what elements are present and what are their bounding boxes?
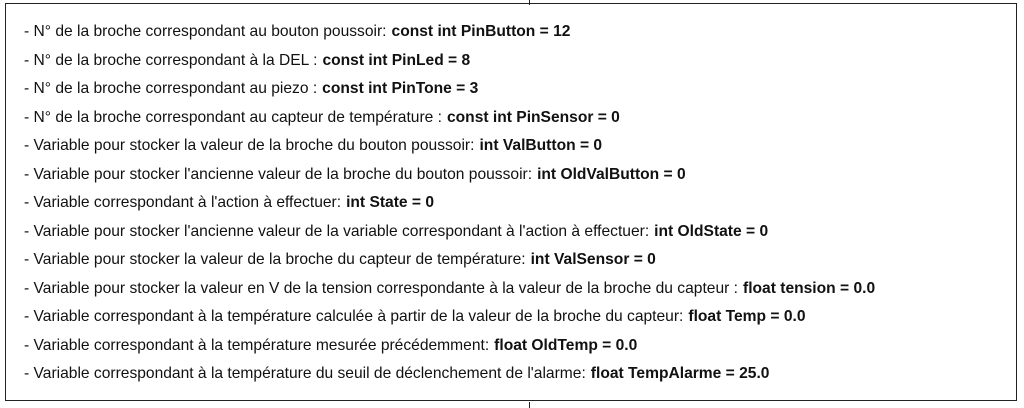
item-description: - Variable pour stocker la valeur en V de la tension correspondante à la valeur de la broche du capteur : (24, 279, 738, 297)
item-description: - N° de la broche correspondant au capteur de température : (24, 108, 442, 126)
list-item (24, 333, 875, 362)
variables-box (5, 3, 1017, 401)
item-description: - Variable pour stocker la valeur de la broche du bouton poussoir: (24, 137, 475, 154)
item-code: int State = 0 (346, 194, 435, 211)
list-item (24, 162, 875, 191)
item-description: - Variable correspondant à la température mesurée précédemment: (24, 336, 490, 354)
list-item (24, 304, 875, 333)
item-code: const int PinLed = 8 (322, 51, 471, 69)
item-description: - N° de la broche correspondant à la DEL : (24, 51, 318, 69)
item-code: float TempAlarme = 25.0 (590, 365, 770, 382)
item-description: - Variable correspondant à l'action à effectuer: (24, 194, 342, 211)
list-item (24, 48, 875, 77)
item-code: float tension = 0.0 (743, 279, 876, 297)
list-item (24, 133, 875, 162)
item-description: - N° de la broche correspondant au bouton poussoir: (24, 23, 387, 40)
list-item (24, 190, 875, 219)
item-code: const int PinSensor = 0 (446, 108, 620, 126)
variables-list (24, 19, 875, 390)
list-item (24, 105, 875, 134)
item-code: int ValSensor = 0 (530, 251, 656, 268)
item-description: - N° de la broche correspondant au piezo : (24, 80, 318, 97)
list-item (24, 247, 875, 276)
bottom-connector-tick (529, 402, 530, 408)
list-item (24, 219, 875, 248)
item-code: const int PinTone = 3 (322, 80, 479, 97)
item-description: - Variable pour stocker l'ancienne valeur de la variable correspondant à l'action à effectuer: (24, 222, 650, 240)
list-item (24, 19, 875, 48)
item-code: const int PinButton = 12 (391, 23, 571, 40)
item-code: float OldTemp = 0.0 (494, 336, 638, 354)
item-description: - Variable correspondant à la température calculée à partir de la valeur de la broche du capteur: (24, 308, 684, 325)
list-item (24, 76, 875, 105)
item-description: - Variable pour stocker l'ancienne valeur de la broche du bouton poussoir: (24, 165, 533, 183)
item-code: int ValButton = 0 (479, 137, 603, 154)
list-item (24, 276, 875, 305)
item-code: float Temp = 0.0 (688, 308, 806, 325)
item-code: int OldValButton = 0 (537, 165, 686, 183)
list-item (24, 361, 875, 390)
item-description: - Variable pour stocker la valeur de la broche du capteur de température: (24, 251, 526, 268)
item-code: int OldState = 0 (654, 222, 769, 240)
item-description: - Variable correspondant à la température du seuil de déclenchement de l'alarme: (24, 365, 586, 382)
